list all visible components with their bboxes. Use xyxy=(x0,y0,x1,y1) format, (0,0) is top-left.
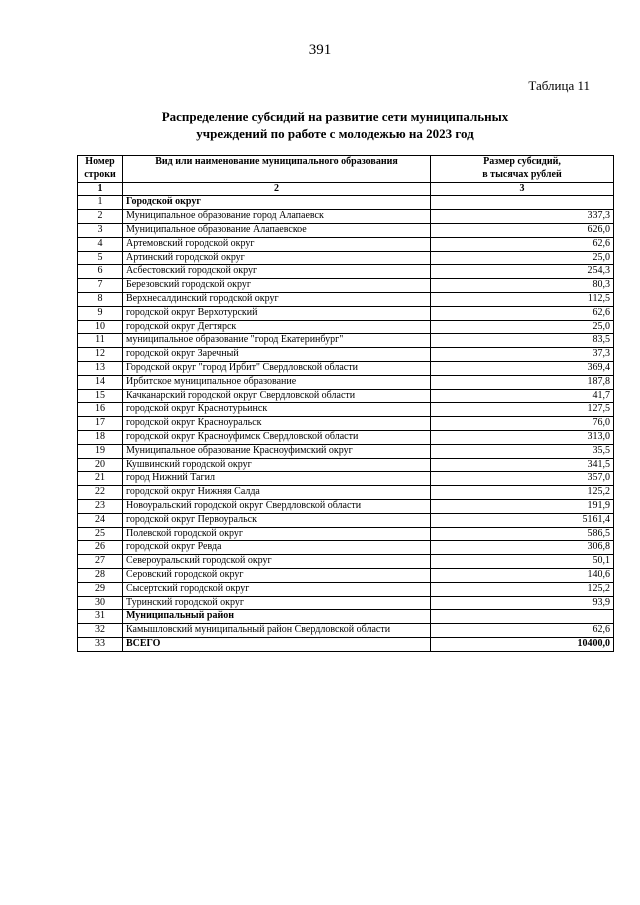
municipality-name-cell: Муниципальный район xyxy=(123,610,431,624)
row-number-cell: 19 xyxy=(78,444,123,458)
title-line: учреждений по работе с молодежью на 2023 год xyxy=(196,126,474,141)
header-row xyxy=(78,156,614,183)
table-row xyxy=(78,306,614,320)
table-row xyxy=(78,637,614,651)
header-subsidy-amount: Размер субсидий, в тысячах рублей xyxy=(431,156,614,183)
row-number-cell: 14 xyxy=(78,375,123,389)
table-row xyxy=(78,527,614,541)
row-number-cell: 18 xyxy=(78,430,123,444)
table-row xyxy=(78,237,614,251)
table-row xyxy=(78,279,614,293)
municipality-name-cell: город Нижний Тагил xyxy=(123,472,431,486)
subsidy-value-cell: 112,5 xyxy=(431,292,614,306)
document-title xyxy=(100,108,570,142)
subsidy-table xyxy=(77,155,614,652)
row-number-cell: 22 xyxy=(78,486,123,500)
municipality-name-cell: городской округ Красноуфимск Свердловской области xyxy=(123,430,431,444)
row-number-cell: 29 xyxy=(78,582,123,596)
table-row xyxy=(78,430,614,444)
subsidy-value-cell: 341,5 xyxy=(431,458,614,472)
subsidy-value-cell: 357,0 xyxy=(431,472,614,486)
subsidy-value-cell: 37,3 xyxy=(431,348,614,362)
subsidy-value-cell: 626,0 xyxy=(431,223,614,237)
row-number-cell: 26 xyxy=(78,541,123,555)
table-row xyxy=(78,499,614,513)
row-number-cell: 4 xyxy=(78,237,123,251)
table-row xyxy=(78,624,614,638)
subsidy-value-cell: 337,3 xyxy=(431,210,614,224)
table-row xyxy=(78,568,614,582)
municipality-name-cell: Березовский городской округ xyxy=(123,279,431,293)
table-row xyxy=(78,555,614,569)
table-row xyxy=(78,389,614,403)
subsidy-value-cell: 50,1 xyxy=(431,555,614,569)
row-number-cell: 3 xyxy=(78,223,123,237)
header-municipality: Вид или наименование муниципального образования xyxy=(123,156,431,183)
municipality-name-cell: ВСЕГО xyxy=(123,637,431,651)
subsidy-value-cell: 62,6 xyxy=(431,237,614,251)
subsidy-value-cell: 313,0 xyxy=(431,430,614,444)
municipality-name-cell: Полевской городской округ xyxy=(123,527,431,541)
subsidy-value-cell: 187,8 xyxy=(431,375,614,389)
municipality-name-cell: Муниципальное образование Алапаевское xyxy=(123,223,431,237)
subsidy-value-cell: 35,5 xyxy=(431,444,614,458)
table-row xyxy=(78,251,614,265)
row-number-cell: 24 xyxy=(78,513,123,527)
municipality-name-cell: муниципальное образование "город Екатеринбург" xyxy=(123,334,431,348)
table-row xyxy=(78,458,614,472)
subsidy-value-cell: 191,9 xyxy=(431,499,614,513)
table-row xyxy=(78,320,614,334)
subsidy-value-cell: 127,5 xyxy=(431,403,614,417)
municipality-name-cell: Муниципальное образование Красноуфимский округ xyxy=(123,444,431,458)
table-row xyxy=(78,334,614,348)
table-row xyxy=(78,403,614,417)
page-number: 391 xyxy=(308,42,332,58)
municipality-name-cell: Новоуральский городской округ Свердловской области xyxy=(123,499,431,513)
table-row xyxy=(78,541,614,555)
row-number-cell: 16 xyxy=(78,403,123,417)
row-number-cell: 30 xyxy=(78,596,123,610)
municipality-name-cell: Камышловский муниципальный район Свердловской области xyxy=(123,624,431,638)
table-row xyxy=(78,486,614,500)
table-row xyxy=(78,196,614,210)
row-number-cell: 6 xyxy=(78,265,123,279)
row-number-cell: 7 xyxy=(78,279,123,293)
subsidy-value-cell: 369,4 xyxy=(431,361,614,375)
municipality-name-cell: Артинский городской округ xyxy=(123,251,431,265)
table-row xyxy=(78,610,614,624)
row-number-cell: 28 xyxy=(78,568,123,582)
table-body xyxy=(78,196,614,651)
row-number-cell: 27 xyxy=(78,555,123,569)
row-number-cell: 8 xyxy=(78,292,123,306)
row-number-cell: 33 xyxy=(78,637,123,651)
table-row xyxy=(78,596,614,610)
row-number-cell: 13 xyxy=(78,361,123,375)
row-number-cell: 32 xyxy=(78,624,123,638)
row-number-cell: 15 xyxy=(78,389,123,403)
subsidy-value-cell: 306,8 xyxy=(431,541,614,555)
subsidy-value-cell: 80,3 xyxy=(431,279,614,293)
table-row xyxy=(78,210,614,224)
row-number-cell: 12 xyxy=(78,348,123,362)
municipality-name-cell: Североуральский городской округ xyxy=(123,555,431,569)
municipality-name-cell: Качканарский городской округ Свердловской области xyxy=(123,389,431,403)
table-row xyxy=(78,348,614,362)
subsidy-value-cell: 25,0 xyxy=(431,251,614,265)
subsidy-value-cell: 83,5 xyxy=(431,334,614,348)
table-label: Таблица 11 xyxy=(528,78,590,93)
table-row xyxy=(78,472,614,486)
municipality-name-cell: городской округ Заречный xyxy=(123,348,431,362)
subsidy-value-cell: 125,2 xyxy=(431,486,614,500)
header-row-number: Номер строки xyxy=(78,156,123,183)
table-row xyxy=(78,444,614,458)
title-line: Распределение субсидий на развитие сети муниципальных xyxy=(161,109,509,124)
municipality-name-cell: городской округ Ревда xyxy=(123,541,431,555)
municipality-name-cell: городской округ Дегтярск xyxy=(123,320,431,334)
subsidy-value-cell: 41,7 xyxy=(431,389,614,403)
column-index: 2 xyxy=(123,182,431,196)
subsidy-value-cell xyxy=(431,196,614,210)
municipality-name-cell: городской округ Верхотурский xyxy=(123,306,431,320)
row-number-cell: 2 xyxy=(78,210,123,224)
subsidy-value-cell: 62,6 xyxy=(431,624,614,638)
table-row xyxy=(78,292,614,306)
row-number-cell: 20 xyxy=(78,458,123,472)
municipality-name-cell: Муниципальное образование город Алапаевск xyxy=(123,210,431,224)
subsidy-value-cell: 254,3 xyxy=(431,265,614,279)
municipality-name-cell: городской округ Краснотурьинск xyxy=(123,403,431,417)
municipality-name-cell: Городской округ xyxy=(123,196,431,210)
subsidy-value-cell: 62,6 xyxy=(431,306,614,320)
municipality-name-cell: Сысертский городской округ xyxy=(123,582,431,596)
table-row xyxy=(78,223,614,237)
municipality-name-cell: городской округ Красноуральск xyxy=(123,417,431,431)
subsidy-value-cell: 586,5 xyxy=(431,527,614,541)
row-number-cell: 23 xyxy=(78,499,123,513)
column-index: 1 xyxy=(78,182,123,196)
municipality-name-cell: Ирбитское муниципальное образование xyxy=(123,375,431,389)
municipality-name-cell: городской округ Нижняя Салда xyxy=(123,486,431,500)
municipality-name-cell: Кушвинский городской округ xyxy=(123,458,431,472)
row-number-cell: 1 xyxy=(78,196,123,210)
row-number-cell: 11 xyxy=(78,334,123,348)
table-row xyxy=(78,513,614,527)
subsidy-value-cell: 125,2 xyxy=(431,582,614,596)
table-row xyxy=(78,361,614,375)
subsidy-value-cell: 93,9 xyxy=(431,596,614,610)
column-index-row xyxy=(78,182,614,196)
column-index: 3 xyxy=(431,182,614,196)
table-row xyxy=(78,375,614,389)
municipality-name-cell: Верхнесалдинский городской округ xyxy=(123,292,431,306)
row-number-cell: 25 xyxy=(78,527,123,541)
municipality-name-cell: Городской округ "город Ирбит" Свердловской области xyxy=(123,361,431,375)
municipality-name-cell: Туринский городской округ xyxy=(123,596,431,610)
row-number-cell: 10 xyxy=(78,320,123,334)
subsidy-value-cell: 76,0 xyxy=(431,417,614,431)
row-number-cell: 17 xyxy=(78,417,123,431)
row-number-cell: 31 xyxy=(78,610,123,624)
municipality-name-cell: Асбестовский городской округ xyxy=(123,265,431,279)
subsidy-value-cell: 25,0 xyxy=(431,320,614,334)
row-number-cell: 5 xyxy=(78,251,123,265)
subsidy-value-cell: 5161,4 xyxy=(431,513,614,527)
municipality-name-cell: Артемовский городской округ xyxy=(123,237,431,251)
table-row xyxy=(78,265,614,279)
municipality-name-cell: городской округ Первоуральск xyxy=(123,513,431,527)
subsidy-value-cell: 10400,0 xyxy=(431,637,614,651)
subsidy-value-cell xyxy=(431,610,614,624)
row-number-cell: 9 xyxy=(78,306,123,320)
table-row xyxy=(78,417,614,431)
row-number-cell: 21 xyxy=(78,472,123,486)
municipality-name-cell: Серовский городской округ xyxy=(123,568,431,582)
table-row xyxy=(78,582,614,596)
subsidy-value-cell: 140,6 xyxy=(431,568,614,582)
